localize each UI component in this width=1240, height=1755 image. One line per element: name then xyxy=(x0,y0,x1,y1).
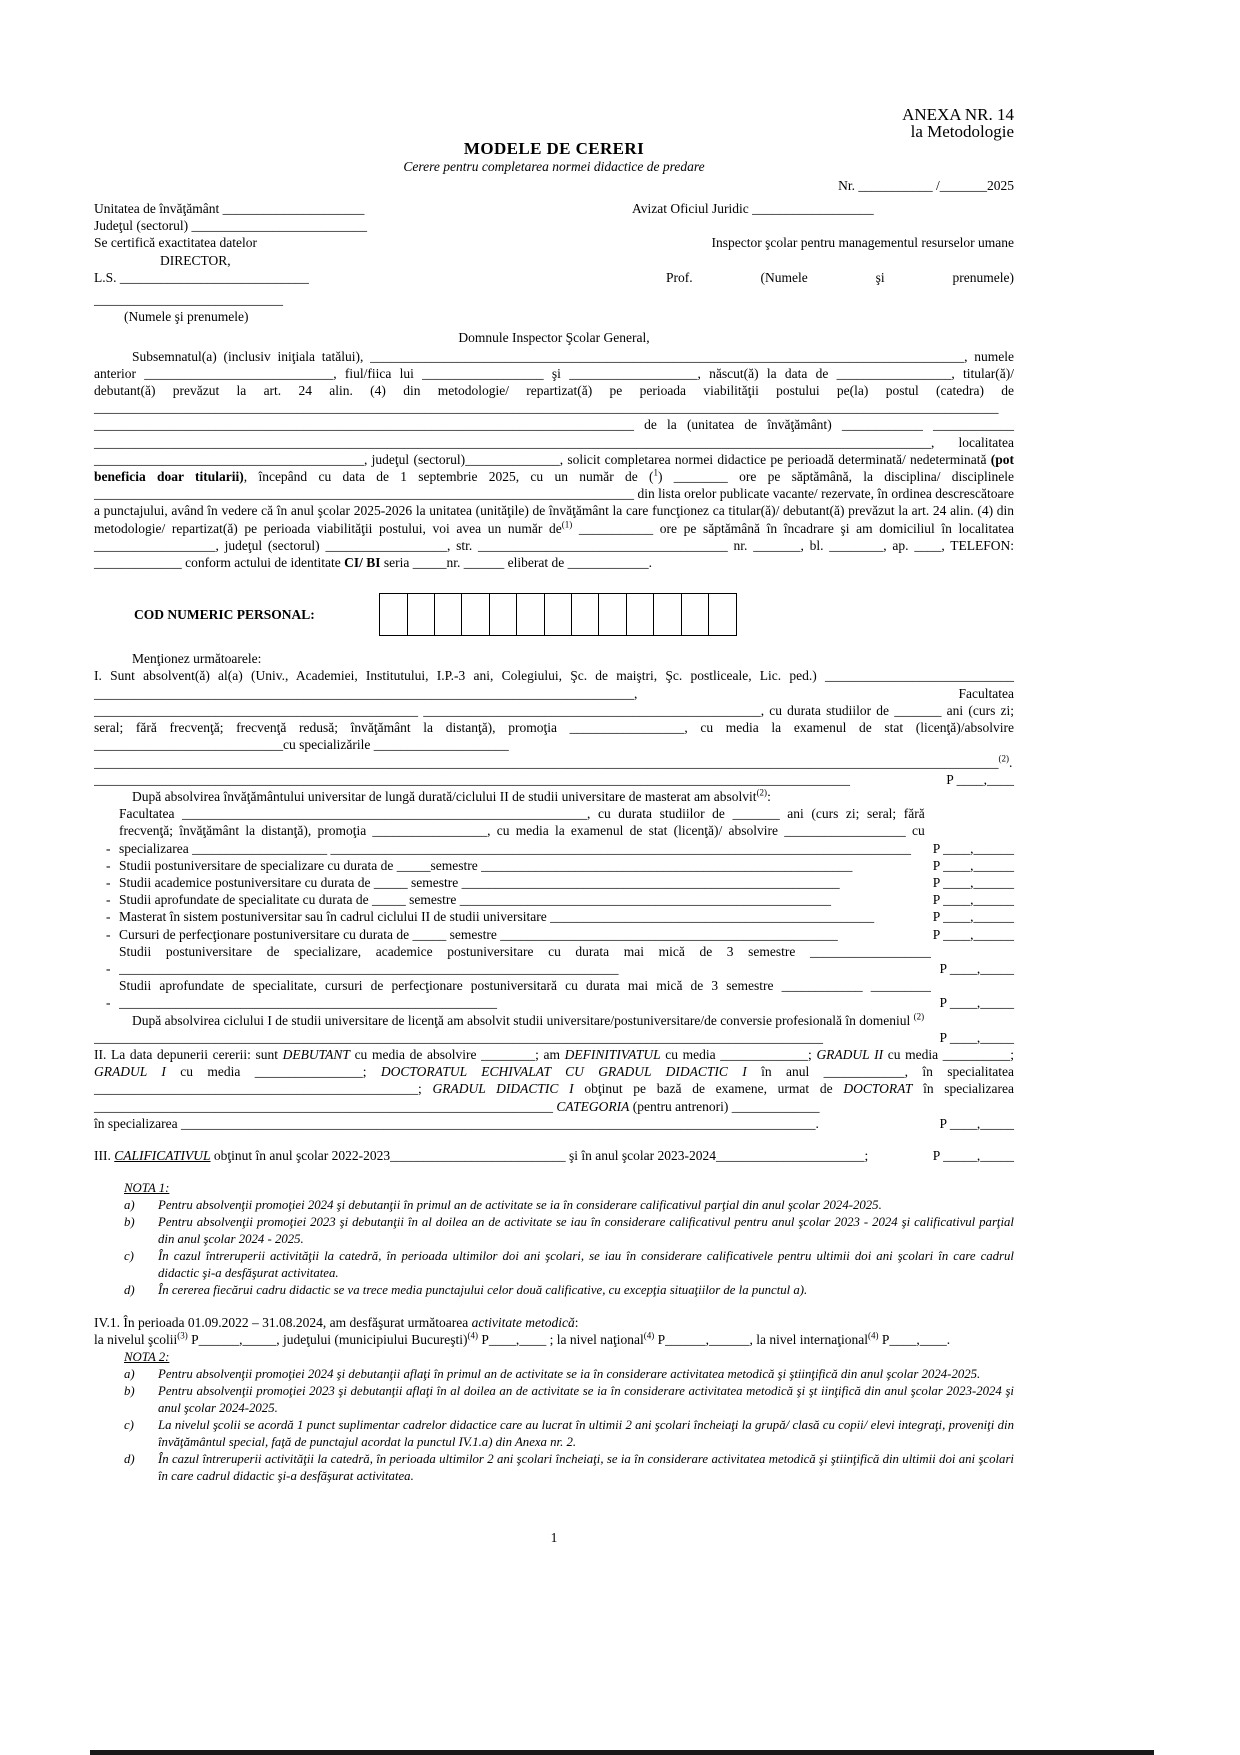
director-label: DIRECTOR, xyxy=(160,252,231,268)
points-value: P ____,______ xyxy=(932,874,1014,890)
cnp-cell xyxy=(489,593,518,636)
salutation: Domnule Inspector Şcolar General, xyxy=(458,330,650,346)
item-marker: - xyxy=(106,874,111,890)
doc-subtitle: Cerere pentru completarea normei didactice de predare xyxy=(403,158,705,174)
cnp-cell xyxy=(626,593,655,636)
study-item xyxy=(94,926,1014,943)
points-value: P ____,______ xyxy=(932,892,1014,908)
cnp-boxes xyxy=(381,593,737,636)
section-iv-line2: la nivelul şcolii$^{(3)}$ P______,_____, judeţului (municipiului Bucureşti)$^{(4)}$ P____,____ ; la nivel naţional$^{(4)}$ P______,______, la nivel internaţional$^{(4)}$ P____,____. xyxy=(94,1330,951,1348)
points-value: P ____,_____ xyxy=(939,1029,1014,1045)
nota2-heading: NOTA 2: xyxy=(124,1349,170,1364)
section-iii-line xyxy=(94,1147,1014,1164)
ls-field: L.S. ____________________________ xyxy=(94,269,309,285)
specializare-points-line xyxy=(94,1115,1014,1132)
signature-caption: (Numele şi prenumele) xyxy=(124,309,249,325)
ls-prof-row xyxy=(94,269,1014,286)
note-text: În cazul întreruperii activităţii la catedră, în perioada ultimilor 2 ani şcolari încheiaţi, se ia în considerare activitatea metodică şi ştiinţifică din ultimii doi ani şcolari în care cadrul didactic şi-a desfăşurat activitatea. xyxy=(158,1451,1014,1483)
prof-word: (Numele xyxy=(760,269,808,285)
blank-line: ____________________________________________________________________________________________________________ xyxy=(94,1029,823,1045)
points-value: P ____,_____ xyxy=(939,1115,1014,1131)
note-text: Pentru absolvenţii promoţiei 2023 şi debutanţii aflaţi în al doilea an de activitate se ia în considerare activitatea metodică şi şt iinţifică din anul şcolar 2023-2024 şi anul şcolar 2024-2025. xyxy=(158,1383,1014,1415)
bottom-edge-artifact xyxy=(90,1750,1154,1755)
mention-line: Menţionez următoarele: xyxy=(132,651,262,667)
cnp-cell xyxy=(653,593,682,636)
study-item xyxy=(94,908,1014,925)
nota1-block xyxy=(94,1180,1014,1299)
item-marker: - xyxy=(106,909,111,925)
item-text: Cursuri de perfecţionare postuniversitare cu durata de _____ semestre __________________________________________________ xyxy=(119,926,838,942)
signature-line: ____________________________ xyxy=(94,292,283,308)
note-marker: d) xyxy=(124,1283,135,1298)
blank-line-sup2: ______________________________________________________________________________________________________________________________________$^{(2)}$. xyxy=(94,753,1013,770)
item-text: Masterat în sistem postuniversitar sau în cadrul ciclului II de studii universitare ________________________________________________ xyxy=(119,909,875,925)
prof-word: prenumele) xyxy=(952,269,1014,285)
note-text: Pentru absolvenţii promoţiei 2024 şi debutanţii aflaţi în primul an de activitate se ia în considerare activitatea metodică şi ştiinţifică din anul şcolar 2024-2025. xyxy=(158,1366,981,1381)
cnp-cell xyxy=(379,593,408,636)
study-item xyxy=(94,977,1014,1011)
cnp-row xyxy=(94,593,1014,636)
item-text: Studii aprofundate de specialitate cu durata de _____ semestre _______________________________________________________ xyxy=(119,892,832,908)
anexa-ref xyxy=(94,106,1014,140)
note-item xyxy=(94,1417,1014,1451)
item-marker: - xyxy=(106,892,111,908)
note-text: În cazul întreruperii activităţii la catedră, în perioada ultimilor doi ani şcolari, se iau în considerare calificativele pentru ultimii doi ani şcolari în care cadrul didactic şi-a desfăşurat activitatea. xyxy=(158,1249,1014,1281)
cnp-cell xyxy=(571,593,600,636)
section-1-points-line xyxy=(94,771,1014,788)
certify-inspector-row xyxy=(94,234,1014,251)
item-marker: - xyxy=(106,840,111,856)
cnp-cell xyxy=(434,593,463,636)
cnp-cell xyxy=(598,593,627,636)
study-item xyxy=(94,805,1014,857)
cnp-cell xyxy=(461,593,490,636)
unit-avizat-row xyxy=(94,200,1014,217)
note-marker: c) xyxy=(124,1249,134,1264)
note-item xyxy=(94,1248,1014,1282)
unit-field: Unitatea de învăţământ _____________________ xyxy=(94,201,365,217)
points-value: P ____,______ xyxy=(932,909,1014,925)
item-text: Facultatea ____________________________________________________________, cu durata studiilor de _______ ani (curs zi; seral; fără frecvenţă; învăţământ la distanţă), promoţia _________________, cu media la examenul de stat (licenţă)/ absolvire __________________ cu specializarea ____________________ ______________________________________________________________________________________ xyxy=(119,806,925,856)
cnp-cell xyxy=(708,593,737,636)
points-value: P ____,_____ xyxy=(939,960,1014,976)
nota1-heading: NOTA 1: xyxy=(124,1181,170,1196)
note-text: Pentru absolvenţii promoţiei 2024 şi debutanţii în primul an de activitate se ia în considerare calificativul parţial din anul şcolar 2024-2025. xyxy=(158,1198,882,1213)
item-marker: - xyxy=(106,995,111,1011)
cnp-cell xyxy=(407,593,436,636)
legal-approval-field: Avizat Oficiul Juridic __________________ xyxy=(632,201,874,217)
note-marker: a) xyxy=(124,1198,135,1213)
section-1-paragraph: I. Sunt absolvent(ă) al(a) (Univ., Academiei, Institutului, I.P.-3 ani, Colegiului, Şc. de maiştri, Şc. postliceale, Lic. ped.) ____________________________ ________________________________________________________________________________, Facultatea ________________________________________________ __________________________________________________, cu durata studiilor de _______ ani (curs zi; seral; fără frecvenţă; frecvenţă redusă; învăţământ la distanţă), promoţia _________________, cu media la examenul de stat (licenţă)/absolvire ____________________________cu specializările ____________________ xyxy=(94,668,1014,753)
county-field: Judeţul (sectorul) __________________________ xyxy=(94,218,367,234)
note-item xyxy=(94,1197,1014,1214)
note-item xyxy=(94,1366,1014,1383)
section-ii-paragraph: II. La data depunerii cererii: sunt DEBUTANT cu media de absolvire ________; am DEFINITIVATUL cu media _____________; GRADUL II cu media __________; GRADUL I cu media ________________; DOCTORATUL ECHIVALAT CU GRADUL DIDACTIC I în anul ____________, în specialitatea ________________________________________________; GRADUL DIDACTIC I obţinut pe bază de examene, urmat de DOCTORAT în specializarea ____________________________________________________________________ CATEGORIA (pentru antrenori) _____________ xyxy=(94,1046,1014,1114)
note-text: La nivelul şcolii se acordă 1 punct suplimentar cadrelor didactice care au lucrat în ultimii 2 ani şcolari încheiaţi la grupă/ clasă cu copii/ elevi integraţi, proveniţi din învăţământul special, faţă de punctajul acordat la punctul IV.1.a) din Anexa nr. 2. xyxy=(158,1417,1014,1449)
cnp-cell xyxy=(681,593,710,636)
section-masterat-header: După absolvirea învăţământului universitar de lungă durată/ciclului II de studii universitare de masterat am absolvit$^{(2)}$: xyxy=(132,787,771,804)
note-item xyxy=(94,1214,1014,1248)
item-text: Studii aprofundate de specialitate, cursuri de perfecţionare postuniversitară cu durata mai mică de 3 semestre ____________ _________ ________________________________________________________ xyxy=(119,978,932,1011)
anexa-line2: la Metodologie xyxy=(910,122,1014,142)
note-marker: b) xyxy=(124,1383,135,1398)
cnp-label: COD NUMERIC PERSONAL: xyxy=(134,607,315,623)
note-item xyxy=(94,1451,1014,1485)
section-iv-line1: IV.1. În perioada 01.09.2022 – 31.08.2024, am desfăşurat următoarea activitate metodică: xyxy=(94,1315,579,1331)
points-value: P ____,____ xyxy=(946,771,1014,787)
item-marker: - xyxy=(106,960,111,976)
study-item xyxy=(94,943,1014,977)
points-value: P ____,______ xyxy=(932,926,1014,942)
points-value: P ____,______ xyxy=(932,857,1014,873)
certify-note: Se certifică exactitatea datelor xyxy=(94,235,258,251)
note-item xyxy=(94,1383,1014,1417)
section-conversie-points-line xyxy=(94,1029,1014,1046)
item-text: Studii academice postuniversitare cu durata de _____ semestre ________________________________________________________ xyxy=(119,874,840,890)
item-marker: - xyxy=(106,926,111,942)
cnp-cell xyxy=(516,593,545,636)
note-marker: c) xyxy=(124,1417,134,1432)
points-value: P _____,_____ xyxy=(932,1147,1014,1163)
item-text: Studii postuniversitare de specializare cu durata de _____semestre _______________________________________________________ xyxy=(119,857,853,873)
nr-field-line: Nr. ___________ /_______2025 xyxy=(838,177,1014,193)
note-marker: d) xyxy=(124,1451,135,1466)
prof-signature xyxy=(666,269,1014,286)
specializare-line: în specializarea ______________________________________________________________________________________________. xyxy=(94,1115,819,1131)
prof-word: şi xyxy=(875,269,885,285)
note-marker: a) xyxy=(124,1366,135,1381)
study-item xyxy=(94,891,1014,908)
item-text: Studii postuniversitare de specializare, academice postuniversitare cu durata mai mică de 3 semestre __________________ __________________________________________________________________________ xyxy=(119,943,932,976)
study-item xyxy=(94,857,1014,874)
note-marker: b) xyxy=(124,1215,135,1230)
study-item xyxy=(94,874,1014,891)
nota2-block xyxy=(94,1349,1014,1485)
note-text: Pentru absolvenţii promoţiei 2023 şi debutanţii în al doilea an de activitate se iau în considerare calificativul pentru anul şcolar 2023 - 2024 şi calificativul parţial din anul şcolar 2024 - 2025. xyxy=(158,1215,1014,1247)
blank-line: ________________________________________________________________________________________________________________ xyxy=(94,771,850,787)
item-marker: - xyxy=(106,857,111,873)
anexa-line1: ANEXA NR. 14 xyxy=(902,105,1014,124)
prof-word: Prof. xyxy=(666,269,693,285)
note-item xyxy=(94,1282,1014,1299)
points-value: P ____,______ xyxy=(932,840,1014,856)
note-text: În cererea fiecărui cadru didactic se va trece media punctajului celor două calificative, cu excepţia situaţiilor de la punctul a). xyxy=(158,1283,808,1298)
hr-inspector-title: Inspector şcolar pentru managementul resurselor umane xyxy=(711,235,1014,251)
request-paragraph: Subsemnatul(a) (inclusiv iniţiala tatălui), ________________________________________________________________________________________, numele anterior ____________________________, fiul/fiica lui __________________ şi ___________________, născut(ă) la data de _________________, titular(ă)/ debutant(ă) prevăzut la art. 24 alin. (4) din metodologie/ repartizat(ă) pe perioada viabilităţii postului pe(la) postul (catedra) de ______________________________________________________________________________________________________________________________________ ________________________________________________________________________________ de la (unitatea de învăţământ) ____________ ____________ ____________________________________________________________________________________________________________________________, localitatea ________________________________________, judeţul (sectorul)______________, solicit completarea normei didactice pe perioadă determinată/ nedeterminată (pot beneficia doar titularii), începând cu data de 1 septembrie 2025, cu un număr de ($^1$) ________ ore pe săptămână, la disciplina/ disciplinele ________________________________________________________________________________ din lista orelor publicate vacante/ rezervate, în ordinea descrescătoare a punctajului, având în vedere că în anul şcolar 2025-2026 la unitatea (unităţile) de învăţământ la care funcţionez ca titular(ă)/ debutant(ă) prevăzut la art. 24 alin. (4) din metodologie/ repartizat(ă) pe perioada viabilităţii postului, voi avea un număr $de^{(1)}$ ___________ ore pe săptămână în încadrare şi am domiciliul în localitatea __________________, judeţul (sectorul) __________________, str. _____________________________________ nr. _______, bl. ________, ap. ____, TELEFON: _____________ conform actului de identitate CI/ BI seria _____nr. ______ eliberat de ____________. xyxy=(94,348,1015,571)
points-value: P ____,_____ xyxy=(939,995,1014,1011)
calificativ-line: III. CALIFICATIVUL obţinut în anul şcolar 2022-2023__________________________ şi în anul şcolar 2023-2024______________________; xyxy=(94,1147,869,1163)
section-conversie: După absolvirea ciclului I de studii universitare de licenţă am absolvit studii universitare/postuniversitare/de conversie profesională în domeniul $^{(2)}$ xyxy=(132,1011,925,1028)
cnp-cell xyxy=(544,593,573,636)
doc-title: MODELE DE CERERI xyxy=(463,139,645,159)
page-number: 1 xyxy=(550,1529,558,1545)
